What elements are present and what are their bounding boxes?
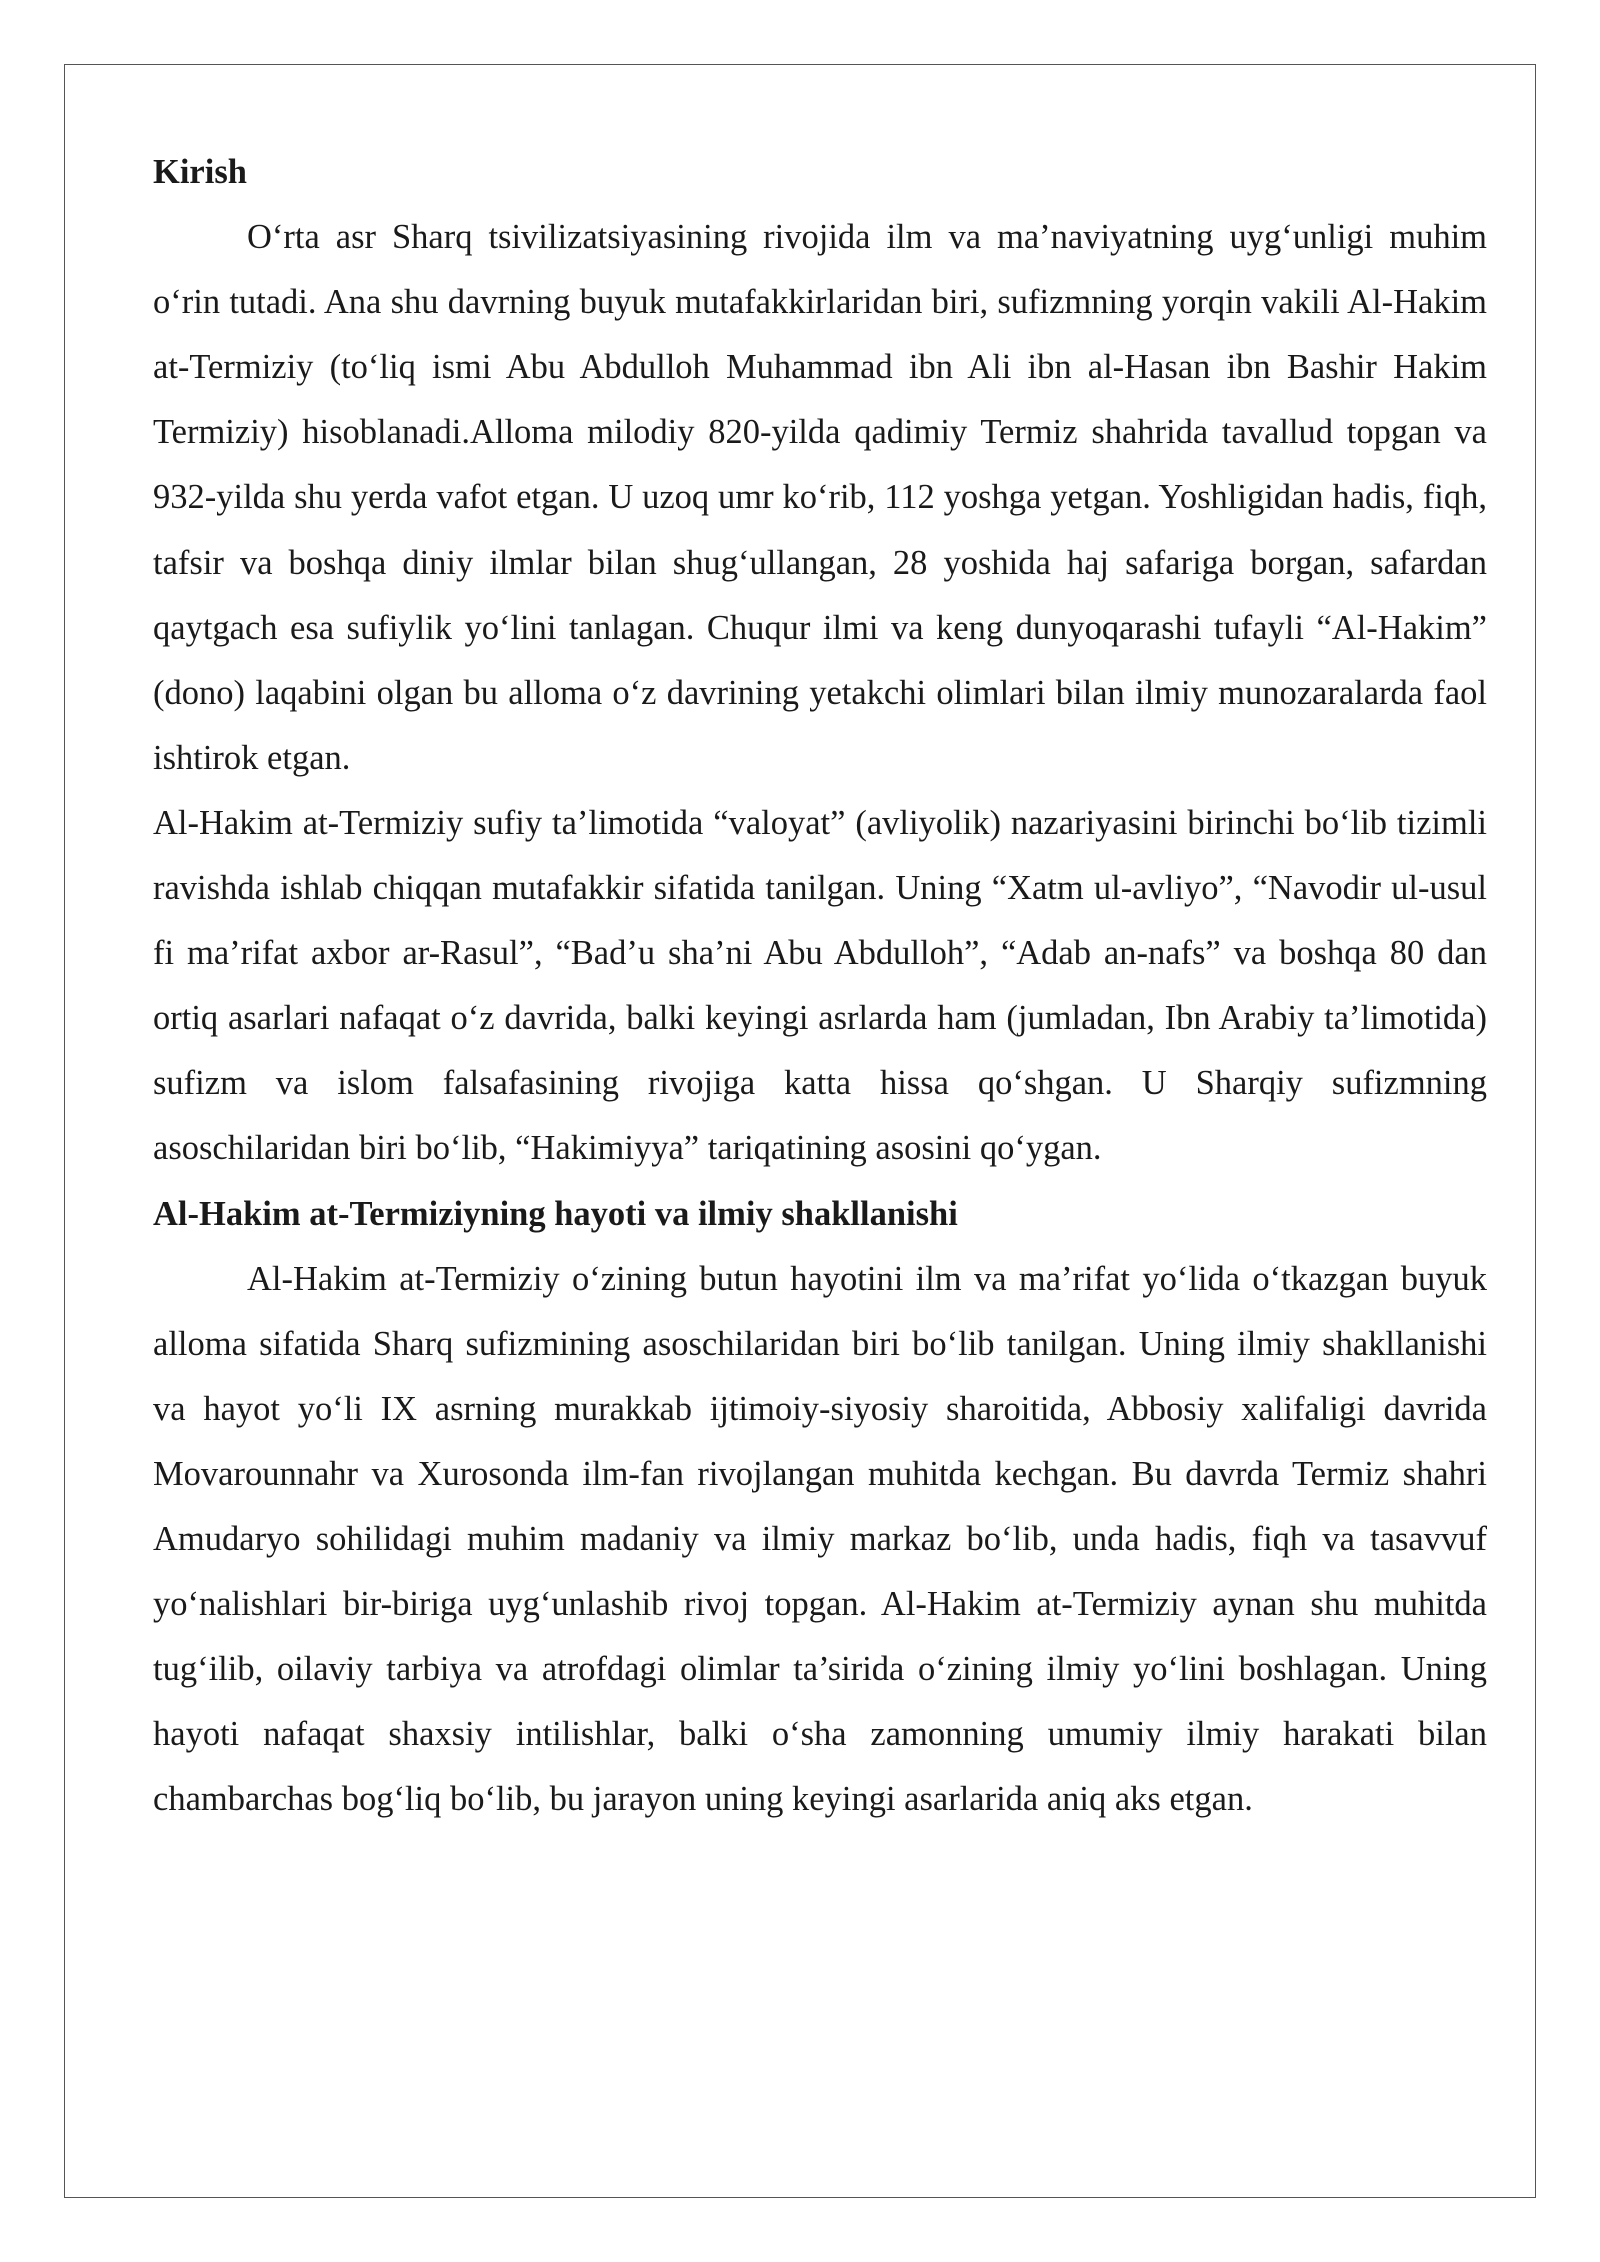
document-body — [153, 140, 1487, 1832]
section-paragraph-1: Al-Hakim at-Termiziy o‘zining butun hayotini ilm va ma’rifat yo‘lida o‘tkazgan buyuk alloma sifatida Sharq sufizmining asoschilaridan biri bo‘lib tanilgan. Uning ilmiy shakllanishi va hayot yo‘li IX asrning murakkab ijtimoiy-siyosiy sharoitida, Abbosiy xalifaligi davrida Movarounnahr va Xurosonda ilm-fan rivojlangan muhitda kechgan. Bu davrda Termiz shahri Amudaryo sohilidagi muhim madaniy va ilmiy markaz bo‘lib, unda hadis, fiqh va tasavvuf yo‘nalishlari bir-biriga uyg‘unlashib rivoj topgan. Al-Hakim at-Termiziy aynan shu muhitda tug‘ilib, oilaviy tarbiya va atrofdagi olimlar ta’sirida o‘zining ilmiy yo‘lini boshlagan. Uning hayoti nafaqat shaxsiy intilishlar, balki o‘sha zamonning umumiy ilmiy harakati bilan chambarchas bog‘liq bo‘lib, bu jarayon uning keyingi asarlarida aniq aks etgan. — [153, 1259, 1487, 1819]
intro-paragraph-2: Al-Hakim at-Termiziy sufiy ta’limotida “valoyat” (avliyolik) nazariyasini birinchi bo‘lib tizimli ravishda ishlab chiqqan mutafakkir sifatida tanilgan. Uning “Xatm ul-avliyo”, “Navodir ul-usul fi ma’rifat axbor ar-Rasul”, “Bad’u sha’ni Abu Abdulloh”, “Adab an-nafs” va boshqa 80 dan ortiq asarlari nafaqat o‘z davrida, balki keyingi asrlarda ham (jumladan, Ibn Arabiy ta’limotida) sufizm va islom falsafasining rivojiga katta hissa qo‘shgan. U Sharqiy sufizmning asoschilaridan biri bo‘lib, “Hakimiyya” tariqatining asosini qo‘ygan. — [153, 803, 1487, 1168]
section-heading: Al-Hakim at-Termiziyning hayoti va ilmiy shakllanishi — [153, 1194, 958, 1233]
intro-heading: Kirish — [153, 153, 247, 191]
intro-paragraph-1: O‘rta asr Sharq tsivilizatsiyasining rivojida ilm va ma’naviyatning uyg‘unligi muhim o‘rin tutadi. Ana shu davrning buyuk mutafakkirlaridan biri, sufizmning yorqin vakili Al-Hakim at-Termiziy (to‘liq ismi Abu Abdulloh Muhammad ibn Ali ibn al-Hasan ibn Bashir Hakim Termiziy) hisoblanadi.Alloma milodiy 820-yilda qadimiy Termiz shahrida tavallud topgan va 932-yilda shu yerda vafot etgan. U uzoq umr ko‘rib, 112 yoshga yetgan. Yoshligidan hadis, fiqh, tafsir va boshqa diniy ilmlar bilan shug‘ullangan, 28 yoshida haj safariga borgan, safardan qaytgach esa sufiylik yo‘lini tanlagan. Chuqur ilmi va keng dunyoqarashi tufayli “Al-Hakim” (dono) laqabini olgan bu alloma o‘z davrining yetakchi olimlari bilan ilmiy munozaralarda faol ishtirok etgan. — [153, 218, 1487, 777]
